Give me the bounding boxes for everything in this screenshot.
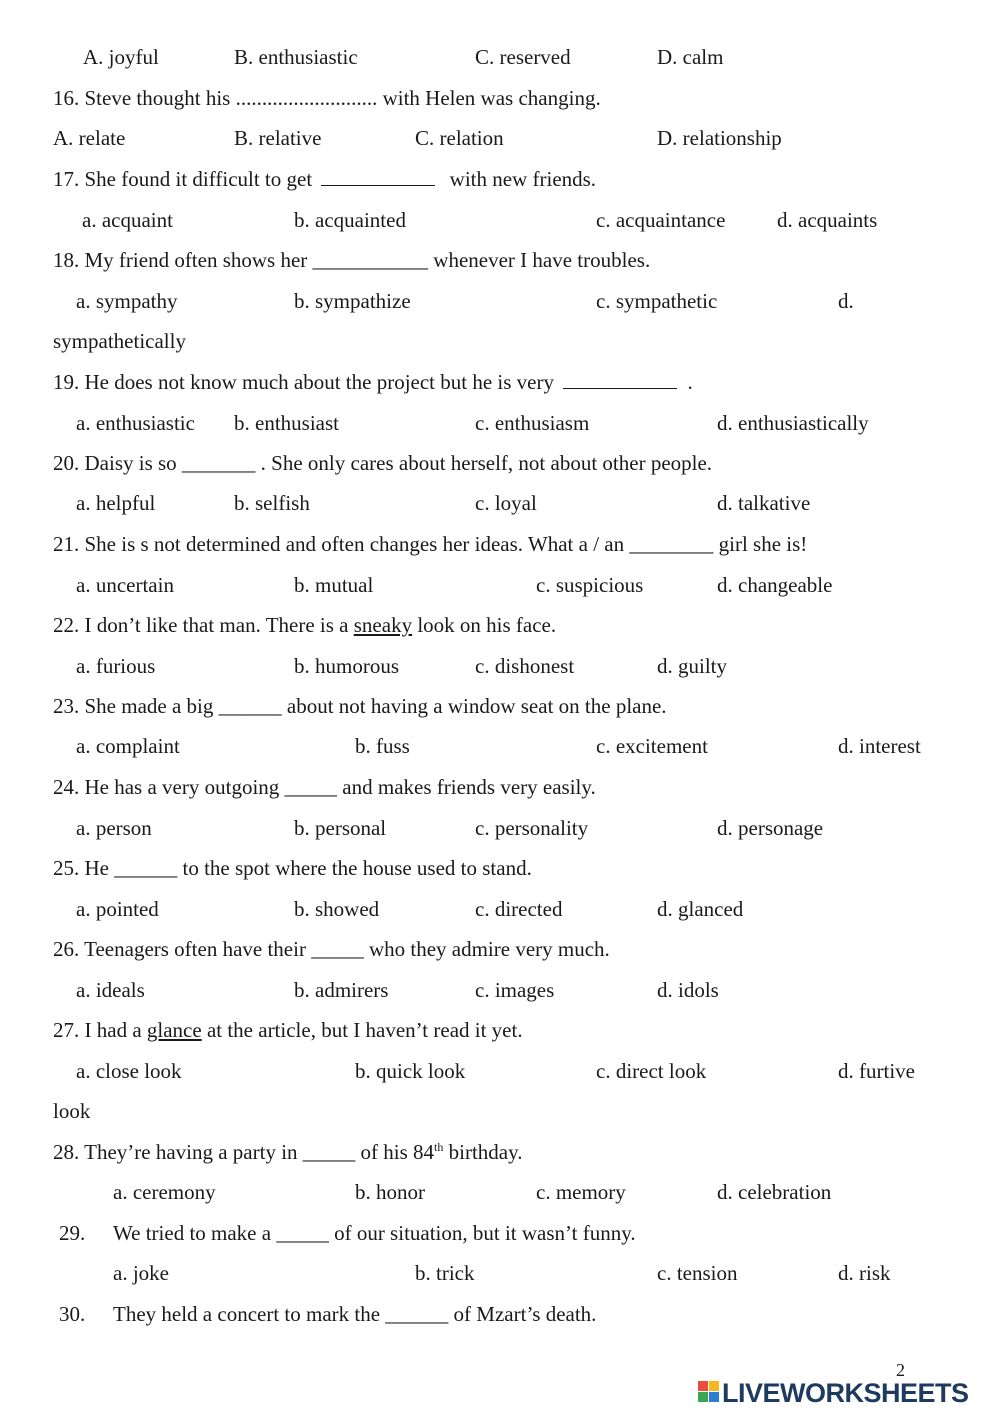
q19-option-b: b. enthusiast xyxy=(234,411,339,435)
q29-option-a: a. joke xyxy=(113,1261,169,1285)
q18-option-a: a. sympathy xyxy=(76,289,178,313)
q29-question: We tried to make a _____ of our situation, but it wasn’t funny. xyxy=(113,1221,636,1245)
q20-option-b: b. selfish xyxy=(234,491,310,515)
q22-option-b: b. humorous xyxy=(294,654,399,678)
q28-option-d: d. celebration xyxy=(717,1180,832,1204)
q16-option-b: B. relative xyxy=(234,126,322,150)
q22-text: 22. I don’t like that man. There is a xyxy=(53,613,349,637)
q23-option-a: a. complaint xyxy=(76,734,180,758)
q27-option-a: a. close look xyxy=(76,1059,182,1083)
q23-question: 23. She made a big ______ about not having a window seat on the plane. xyxy=(53,694,667,718)
q21-option-c: c. suspicious xyxy=(536,573,644,597)
q25-option-b: b. showed xyxy=(294,897,380,921)
q17-text: 17. She found it difficult to get xyxy=(53,167,313,191)
q27-option-c: c. direct look xyxy=(596,1059,707,1083)
liveworksheets-logo-text: LIVEWORKSHEETS xyxy=(722,1378,969,1408)
q27-option-d-wrap: look xyxy=(53,1099,91,1123)
q23-option-c: c. excitement xyxy=(596,734,708,758)
q19-option-a: a. enthusiastic xyxy=(76,411,195,435)
q23-option-b: b. fuss xyxy=(355,734,410,758)
q18-option-b: b. sympathize xyxy=(294,289,411,313)
q24-question: 24. He has a very outgoing _____ and makes friends very easily. xyxy=(53,775,596,799)
q20-option-a: a. helpful xyxy=(76,491,156,515)
q18-option-c: c. sympathetic xyxy=(596,289,718,313)
q18-option-d-wrap: sympathetically xyxy=(53,329,186,353)
q25-option-c: c. directed xyxy=(475,897,563,921)
q24-option-a: a. person xyxy=(76,816,152,840)
q26-option-d: d. idols xyxy=(657,978,719,1002)
q19-text: 19. He does not know much about the project but he is very xyxy=(53,370,554,394)
q21-option-d: d. changeable xyxy=(717,573,833,597)
liveworksheets-logo xyxy=(698,1378,996,1408)
q22-underlined-word: sneaky xyxy=(353,613,413,637)
q25-option-a: a. pointed xyxy=(76,897,159,921)
q18-question: 18. My friend often shows her ___________ whenever I have troubles. xyxy=(53,248,651,272)
q24-option-b: b. personal xyxy=(294,816,387,840)
q15-option-c: C. reserved xyxy=(475,45,571,69)
q21-option-a: a. uncertain xyxy=(76,573,174,597)
q17-option-c: c. acquaintance xyxy=(596,208,726,232)
q24-option-d: d. personage xyxy=(717,816,824,840)
q29-option-c: c. tension xyxy=(657,1261,738,1285)
q27-text: 27. I had a xyxy=(53,1018,142,1042)
q20-option-c: c. loyal xyxy=(475,491,537,515)
q30-question: They held a concert to mark the ______ of Mzart’s death. xyxy=(113,1302,597,1326)
q25-question: 25. He ______ to the spot where the house used to stand. xyxy=(53,856,532,880)
q27-text-end: at the article, but I haven’t read it yet. xyxy=(206,1018,523,1042)
q19-option-c: c. enthusiasm xyxy=(475,411,590,435)
q15-option-d: D. calm xyxy=(657,45,724,69)
q20-option-d: d. talkative xyxy=(717,491,811,515)
q17-option-b: b. acquainted xyxy=(294,208,406,232)
q21-option-b: b. mutual xyxy=(294,573,374,597)
page-number: 2 xyxy=(896,1360,905,1380)
q25-option-d: d. glanced xyxy=(657,897,744,921)
q28-option-a: a. ceremony xyxy=(113,1180,216,1204)
q27-question xyxy=(53,1018,523,1042)
q19-blank xyxy=(563,370,677,389)
q22-option-c: c. dishonest xyxy=(475,654,575,678)
q17-question xyxy=(53,167,596,191)
q16-option-c: C. relation xyxy=(415,126,504,150)
q23-option-d: d. interest xyxy=(838,734,921,758)
q15-option-a: A. joyful xyxy=(83,45,159,69)
q19-question xyxy=(53,370,693,394)
q28-text-end: birthday. xyxy=(448,1140,523,1164)
q26-option-b: b. admirers xyxy=(294,978,389,1002)
q26-question: 26. Teenagers often have their _____ who they admire very much. xyxy=(53,937,610,961)
q28-question xyxy=(53,1140,523,1164)
q19-option-d: d. enthusiastically xyxy=(717,411,869,435)
q29-option-b: b. trick xyxy=(415,1261,475,1285)
q22-option-a: a. furious xyxy=(76,654,156,678)
q28-option-b: b. honor xyxy=(355,1180,425,1204)
q30-number: 30. xyxy=(59,1302,86,1326)
q16-option-d: D. relationship xyxy=(657,126,782,150)
q28-option-c: c. memory xyxy=(536,1180,626,1204)
q29-option-d: d. risk xyxy=(838,1261,891,1285)
q17-blank xyxy=(321,167,435,186)
q28-superscript: th xyxy=(434,1140,444,1154)
q29-number: 29. xyxy=(59,1221,86,1245)
q28-text: 28. They’re having a party in _____ of his 84 xyxy=(53,1140,435,1164)
q24-option-c: c. personality xyxy=(475,816,589,840)
q27-underlined-word: glance xyxy=(146,1018,202,1042)
q21-question: 21. She is s not determined and often changes her ideas. What a / an ________ girl she is! xyxy=(53,532,808,556)
q16-question: 16. Steve thought his ........................... with Helen was changing. xyxy=(53,86,601,110)
q22-option-d: d. guilty xyxy=(657,654,728,678)
q26-option-a: a. ideals xyxy=(76,978,145,1002)
q27-option-d: d. furtive xyxy=(838,1059,915,1083)
q16-option-a: A. relate xyxy=(53,126,126,150)
q20-question: 20. Daisy is so _______ . She only cares about herself, not about other people. xyxy=(53,451,713,475)
q17-text-end: with new friends. xyxy=(449,167,597,191)
q17-option-d: d. acquaints xyxy=(777,208,878,232)
q22-question xyxy=(53,613,556,637)
q15-option-b: B. enthusiastic xyxy=(234,45,358,69)
q18-option-d: d. xyxy=(838,289,854,313)
q26-option-c: c. images xyxy=(475,978,555,1002)
q17-option-a: a. acquaint xyxy=(82,208,173,232)
liveworksheets-logo-icon xyxy=(698,1381,720,1403)
q27-option-b: b. quick look xyxy=(355,1059,466,1083)
q19-text-end: . xyxy=(687,370,693,394)
q22-text-end: look on his face. xyxy=(417,613,557,637)
